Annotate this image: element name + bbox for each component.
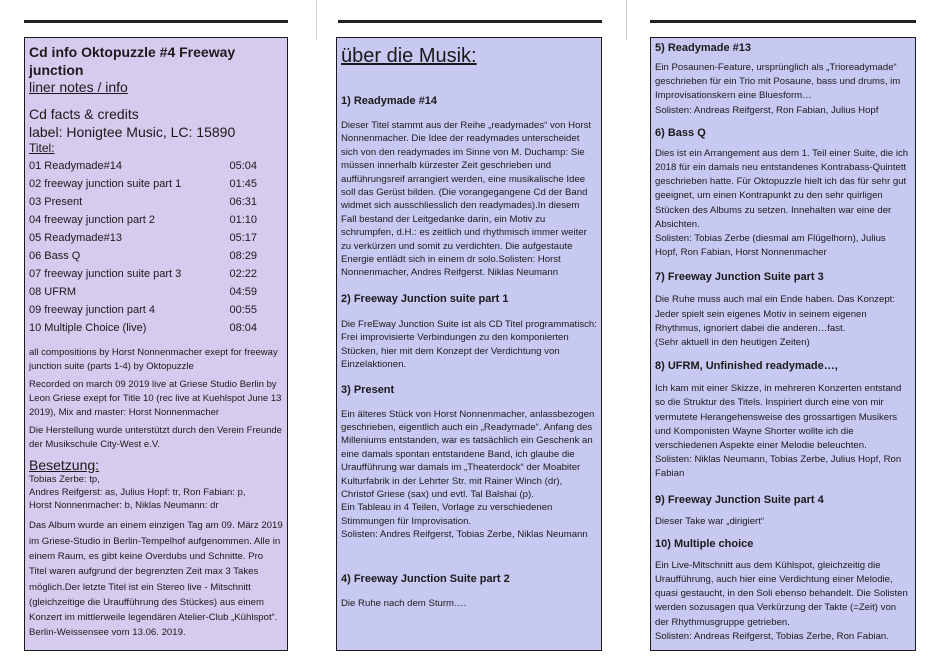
compositions-credit: all compositions by Horst Nonnenmacher exept for freeway junction suite (parts 1-4) by Oktopuzzle — [29, 347, 278, 372]
track-heading: 7) Freeway Junction Suite part 3 — [655, 271, 824, 284]
track-row: 08 UFRM 04:59 — [29, 286, 257, 298]
track-description: Ein älteres Stück von Horst Nonnenmacher, anlassbezogen geschrieben, eigentlich auch ein „Readymade“. Anfang des Milleniums entstanden, war es tatsächlich ein Geschenk an eine damals spontan entstandene Band, ich glaube die Uraufführung war damals im „Theaterdock“ der Moabiter Kulturfabrik in der Lehrter Str. mit Rainer Winch (dr), Christof Griese (sax) und evtl. Tal Balshai (p). Ein Tableau in 4 Teilen, Vorlage zu verschiedenen Stimmungen für Improvisation. Solisten: Andres Reifgerst, Tobias Zerbe, Niklas Neumann — [341, 408, 595, 541]
track-description: Ich kam mit einer Skizze, in mehreren Konzerten entstand so die Struktur des Titels. Inspiriert durch eine von mir vermutete Herangehensweise des grossartigen Musikers und Komponisten Wayne Shorter wollte ich die verschiedenen Aspekte einer Melodie beleuchten. Solisten: Niklas Neumann, Tobias Zerbe, Julius Hopf, Ron Fabian — [655, 383, 902, 480]
track-heading: 1) Readymade #14 — [341, 95, 437, 107]
track-heading: 10) Multiple choice — [655, 537, 754, 550]
liner-notes-subtitle: liner notes / info — [29, 79, 128, 95]
liner-notes-panel — [24, 37, 288, 651]
track-row: 04 freeway junction part 2 01:10 — [29, 214, 257, 226]
track-description: Dies ist ein Arrangement aus dem 1. Teil einer Suite, die ich 2018 für ein damals neu entstandenes Kontrabass-Quintett geschrieben hatte. Für Oktopuzzle hielt ich das für sehr gut geeignet, um einen Kontrapunkt zu den sehr quirligen Stücken des Albums zu setzen. Innehalten war eine der Absichten. Solisten: Tobias Zerbe (diesmal am Flügelhorn), Julius Hopf, Ron Fabian, Horst Nonnenmacher — [655, 147, 909, 259]
track-description: Ein Posaunen-Feature, ursprünglich als „Trioreadymade“ geschrieben für ein Trio mit Posaune, bass und drums, im Improvisationskern eine Bluesform… Solisten: Andreas Reifgerst, Ron Fabian, Julius Hopf — [655, 62, 901, 116]
album-description: Das Album wurde an einem einzigen Tag am 09. März 2019 im Griese-Studio in Berlin-Tempelhof aufgenommen. Alle in einem Raum, es gibt keine Overdubs und Schnitte. Pro Titel waren aufgrund der begrenzten Zeit max 3 Takes möglich.Der letzte Titel ist ein Stereo live - Mitschnitt (gleichzeitige die Uraufführung des Stückes) aus einem Konzert im mittlerweile legendären Atelier-Club „Kühlspot“. Berlin-Weissensee vom 13.06. 2019. — [29, 520, 283, 639]
track-description: Dieser Titel stammt aus der Reihe „readymades“ von Horst Nonnenmacher. Die Idee der readymades unterscheidet sich von den readymades im Sinne von M. Duchamp: Sie müssen innerhalb kürzester Zeit geschrieben und aufführungsreif arrangiert werden, eine musikalische Idee soll das Gerüst bilden. (Die vorangegangene Cd der Band widmet sich ausschliesslich den readymades).In diesem Fall bestand der Leitgedanke darin, ein Motiv zu schrumpfen, d.H.: es zeitlich und rhythmisch immer weiter zu verkürzen und somit zu verdichten. Die aufgestaute Energie entlädt sich in einem dr solo.Solisten: Horst Nonnenmacher, Andres Reifgerst. Niklas Neumann — [341, 120, 592, 279]
facts-heading: Cd facts & credits — [29, 106, 139, 122]
track-row: 01 Readymade#14 05:04 — [29, 160, 257, 172]
track-heading: 5) Readymade #13 — [655, 42, 751, 54]
track-row: 06 Bass Q 08:29 — [29, 250, 257, 262]
track-description: Die Ruhe nach dem Sturm…. — [341, 597, 467, 609]
support-credit: Die Herstellung wurde unterstützt durch den Verein Freunde der Musikschule City-West e.V. — [29, 425, 282, 450]
track-row: 07 freeway junction suite part 3 02:22 — [29, 268, 257, 280]
track-heading: 4) Freeway Junction Suite part 2 — [341, 572, 510, 585]
track-heading: 2) Freeway Junction suite part 1 — [341, 292, 509, 305]
track-description: Ein Live-Mitschnitt aus dem Kühlspot, gleichzeitig die Uraufführung, auch hier eine Verdichtung einer Melodie, quasi gestaucht, in den Soli ebenso behandelt. Die Solisten werden sozusagen qua Verkürzung der Takte (=Zeit) von der Rhythmusgruppe getrieben. Solisten: Andreas Reifgerst, Tobias Zerbe, Ron Fabian. — [655, 559, 908, 642]
top-rule-left — [24, 20, 288, 23]
track-row: 10 Multiple Choice (live) 08:04 — [29, 322, 257, 334]
tracklist-label: Titel: — [29, 141, 55, 155]
track-description: Die FreEway Junction Suite ist als CD Titel programmatisch: Frei improvisierte Verbindungen zu den komponierten Stücken, hier mit dem Konzept der Verdichtung von Einzelaktionen. — [341, 318, 597, 371]
music-notes-continued-panel — [650, 37, 916, 651]
cd-title: Cd info Oktopuzzle #4 Freeway junction — [29, 44, 236, 78]
track-row: 05 Readymade#13 05:17 — [29, 232, 257, 244]
label-info: label: Honigtee Music, LC: 15890 — [29, 124, 236, 140]
lineup-heading: Besetzung: — [29, 457, 100, 473]
track-row: 03 Present 06:31 — [29, 196, 257, 208]
track-heading: 9) Freeway Junction Suite part 4 — [655, 493, 824, 506]
track-heading: 3) Present — [341, 383, 395, 396]
track-row: 09 freeway junction part 4 00:55 — [29, 304, 257, 316]
fold-line-left — [316, 0, 317, 40]
track-heading: 8) UFRM, Unfinished readymade…, — [655, 360, 838, 373]
recording-credit: Recorded on march 09 2019 live at Griese Studio Berlin by Leon Griese exept for Title 10 (rec live at Kuehlspot June 13 2019), Mix and master: Horst Nonnenmacher — [29, 379, 282, 418]
music-notes-panel — [336, 37, 602, 651]
track-description: Die Ruhe muss auch mal ein Ende haben. Das Konzept: Jeder spielt sein eigenes Motiv in seinem eigenen Rhythmus, ignoriert dabei die anderen…fast. (Sehr aktuell in den heutigen Zeiten) — [655, 294, 895, 349]
track-description: Dieser Take war „dirigiert“ — [655, 515, 765, 527]
tracklist — [29, 159, 283, 335]
track-row: 02 freeway junction suite part 1 01:45 — [29, 178, 257, 190]
track-heading: 6) Bass Q — [655, 126, 706, 139]
fold-line-right — [626, 0, 627, 40]
top-rule-middle — [338, 20, 602, 23]
music-section-title: über die Musik: — [341, 45, 477, 67]
top-rule-right — [650, 20, 916, 23]
lineup-list: Tobias Zerbe: tp, Andres Reifgerst: as, Julius Hopf: tr, Ron Fabian: p, Horst Nonnenmacher: b, Niklas Neumann: dr — [29, 474, 246, 511]
